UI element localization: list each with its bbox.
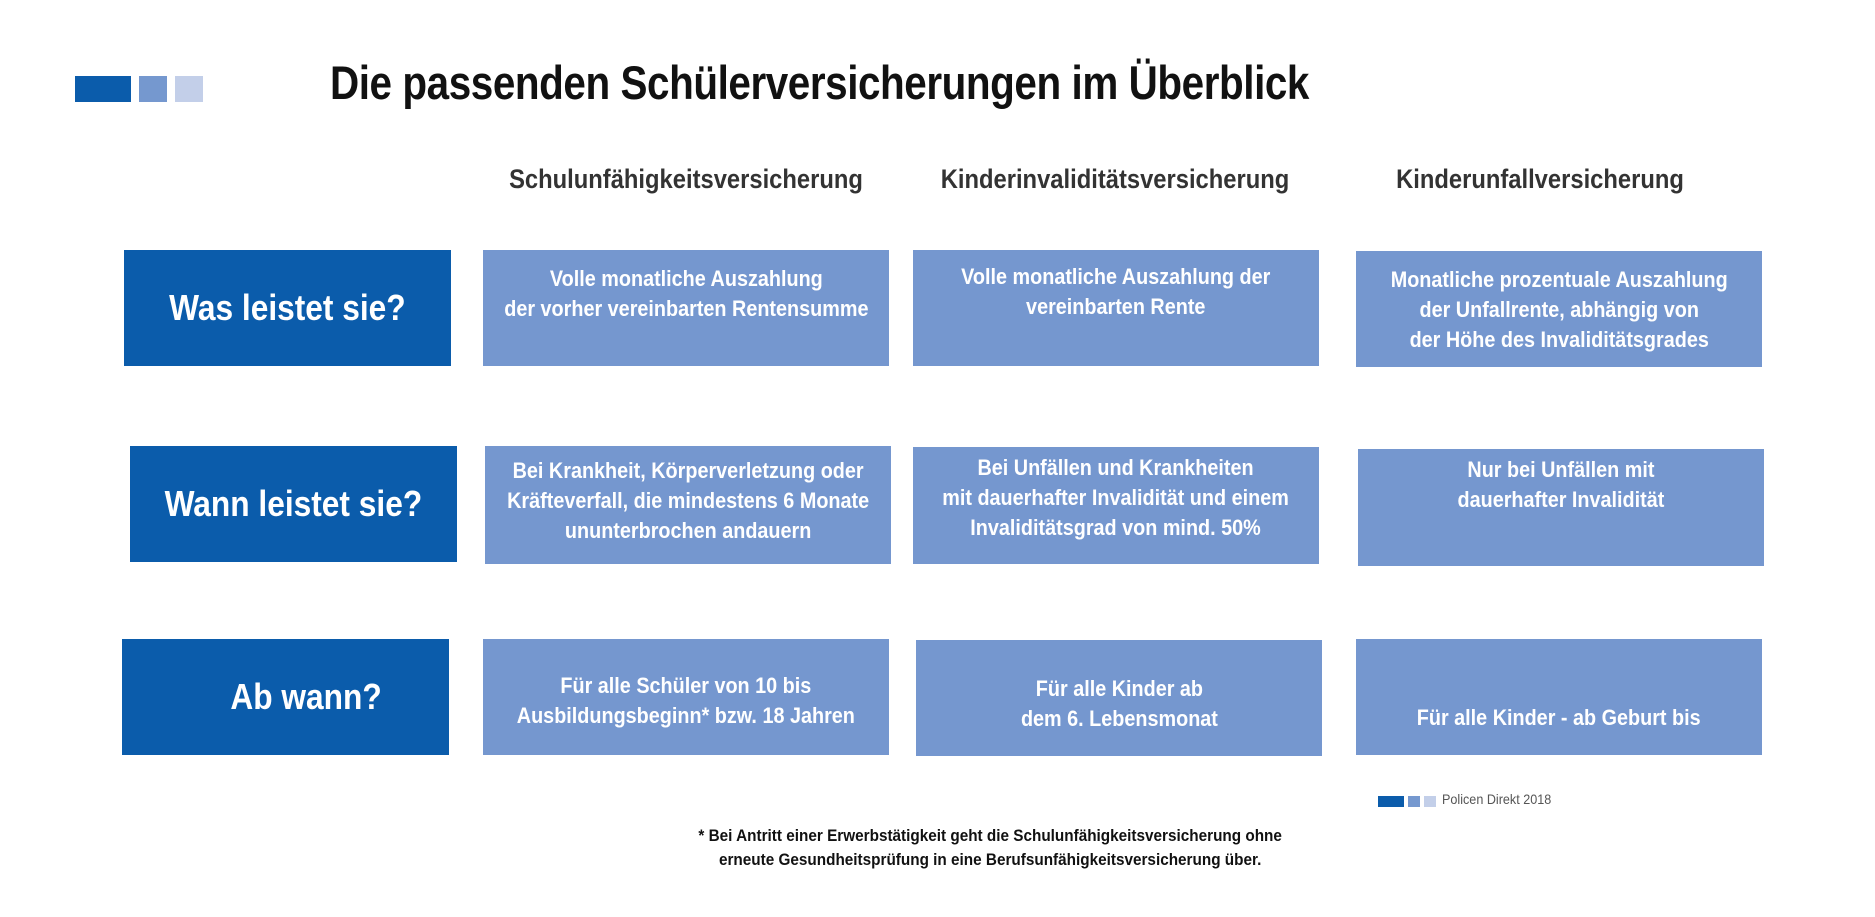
source-logo-square-medium xyxy=(1408,796,1420,807)
column-header-schulunfaehigkeit: Schulunfähigkeitsversicherung xyxy=(509,164,863,194)
logo-square-light xyxy=(175,76,203,102)
cell-text: Volle monatliche Auszahlung der vorher vereinbarten Rentensumme xyxy=(503,266,869,321)
cell-text: Monatliche prozentuale Auszahlung der Unfallrente, abhängig von der Höhe des Invaliditätsgrades xyxy=(1390,267,1728,352)
cell-text-line1: Für alle Kinder - ab Geburt bis xyxy=(1417,705,1701,730)
row-label-wann-leistet-sie xyxy=(130,446,457,562)
source-logo-square-dark xyxy=(1378,796,1404,807)
cell-was-schulunfaehigkeit xyxy=(483,250,889,366)
cell-text-line2-small: (je nach Versicherer) xyxy=(1483,800,1635,819)
source-logo-square-light xyxy=(1424,796,1436,807)
cell-text-line2-main: maximal 16 Jahre xyxy=(1476,765,1642,790)
column-header-kinderunfall: Kinderunfallversicherung xyxy=(1396,164,1684,194)
cell-wann-kinderinvaliditaet xyxy=(913,447,1319,564)
row-label-ab-wann xyxy=(122,639,449,755)
source-text: Policen Direkt 2018 xyxy=(1442,791,1552,807)
source-credit xyxy=(1442,791,1563,807)
cell-ab-schulunfaehigkeit xyxy=(483,639,889,755)
cell-text: Bei Krankheit, Körperverletzung oder Kräfteverfall, die mindestens 6 Monate ununterbrochen andauern xyxy=(506,458,869,543)
row-label-text: Ab wann? xyxy=(229,676,382,717)
page-title: Die passenden Schülerversicherungen im Überblick xyxy=(330,56,1309,109)
cell-wann-schulunfaehigkeit xyxy=(485,446,891,564)
footnote-text: * Bei Antritt einer Erwerbstätigkeit geht die Schulunfähigkeitsversicherung ohne erneute Gesundheitsprüfung in eine Berufsunfähigkeitsversicherung über. xyxy=(698,826,1282,869)
cell-ab-kinderinvaliditaet xyxy=(916,640,1322,756)
cell-text: Bei Unfällen und Krankheiten mit dauerhafter Invalidität und einem Invaliditätsgrad von mind. 50% xyxy=(942,455,1290,540)
cell-text: Volle monatliche Auszahlung der vereinbarten Rente xyxy=(961,264,1271,319)
cell-text: Nur bei Unfällen mit dauerhafter Invalidität xyxy=(1457,457,1665,512)
logo-square-medium xyxy=(139,76,167,102)
cell-was-kinderinvaliditaet xyxy=(913,250,1319,366)
cell-was-kinderunfall xyxy=(1356,251,1762,367)
cell-text: Für alle Schüler von 10 bis Ausbildungsbeginn* bzw. 18 Jahren xyxy=(516,673,856,728)
cell-text: Für alle Kinder ab dem 6. Lebensmonat xyxy=(1020,676,1218,731)
row-label-was-leistet-sie xyxy=(124,250,451,366)
row-label-text: Was leistet sie? xyxy=(169,287,406,328)
column-header-kinderinvaliditaet: Kinderinvaliditätsversicherung xyxy=(940,164,1290,194)
row-label-text: Wann leistet sie? xyxy=(164,483,423,524)
cell-wann-kinderunfall xyxy=(1358,449,1764,566)
logo-square-dark xyxy=(75,76,131,102)
footnote xyxy=(600,800,1380,872)
